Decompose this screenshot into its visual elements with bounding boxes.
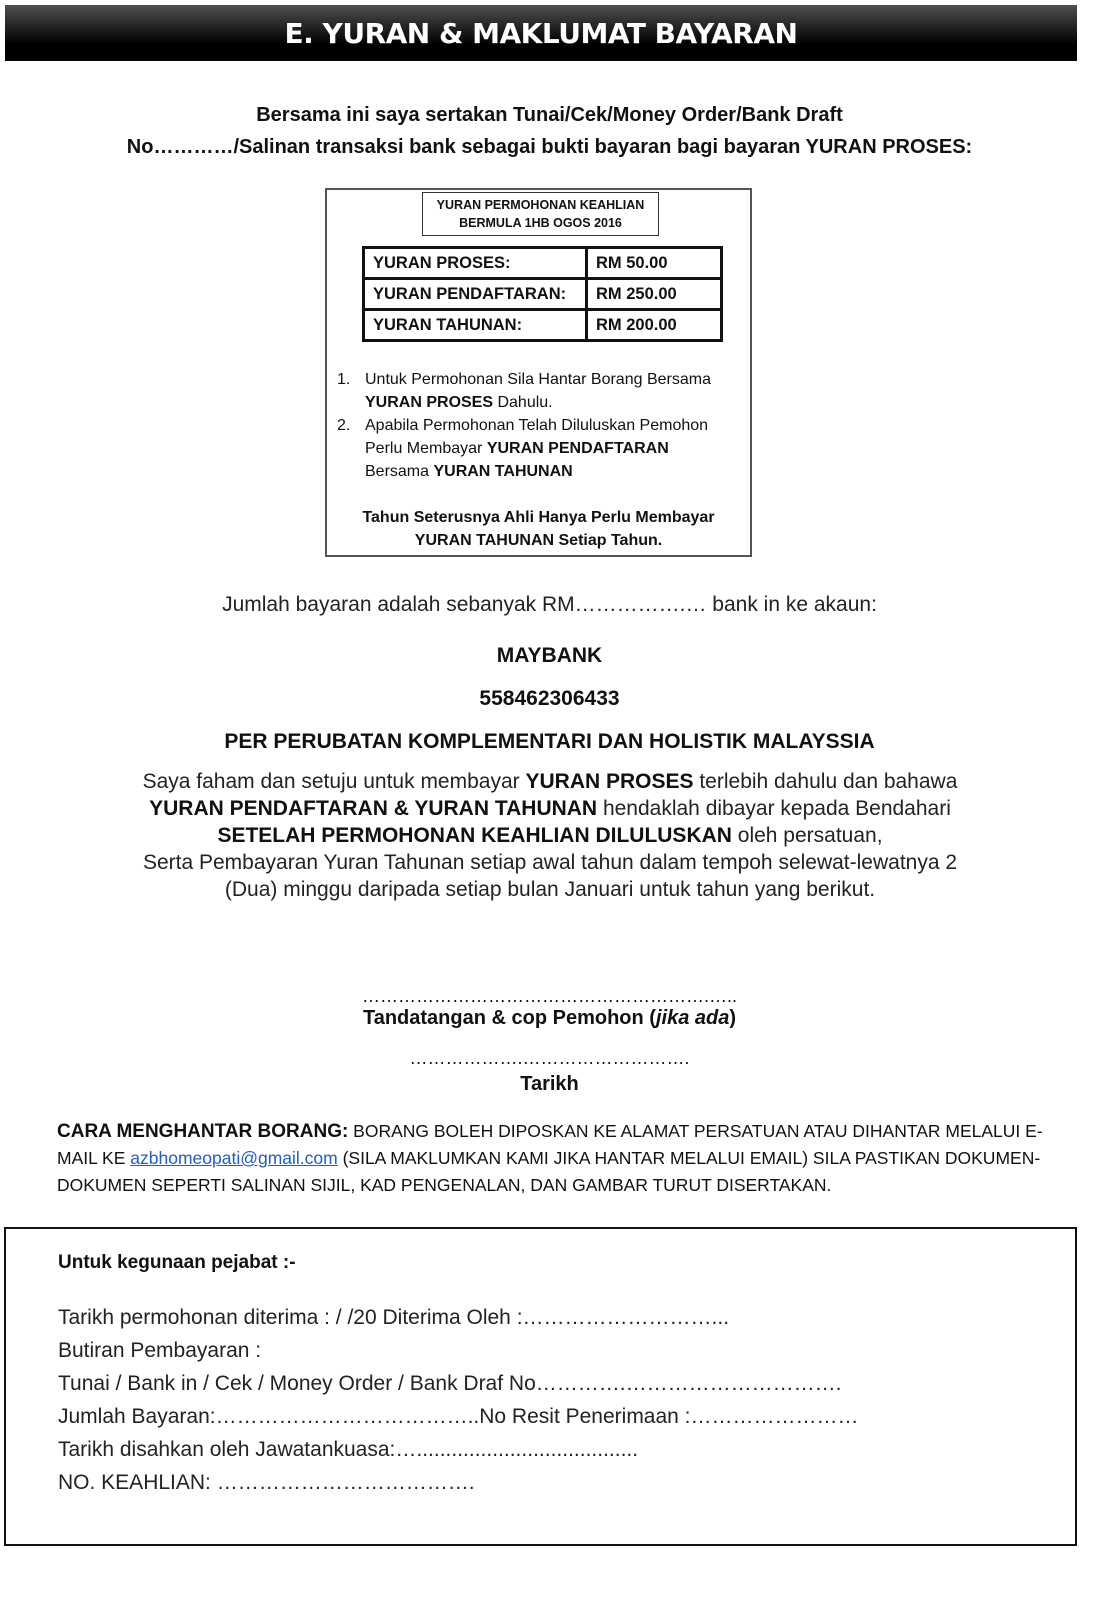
fee-note-bold: YURAN TAHUNAN bbox=[433, 463, 573, 480]
fee-note-item bbox=[337, 414, 737, 483]
payment-amount-line: Jumlah bayaran adalah sebanyak RM…………….… bank in ke akaun: bbox=[222, 593, 877, 616]
fee-note-bold: YURAN PENDAFTARAN bbox=[486, 440, 669, 457]
office-field-line: Tarikh disahkan oleh Jawatankuasa:…...................................... bbox=[58, 1438, 639, 1461]
intro-line-2: No…………/Salinan transaksi bank sebagai bukti bayaran bagi bayaran YURAN PROSES: bbox=[126, 136, 973, 158]
fee-row bbox=[364, 279, 722, 310]
date-label: Tarikh bbox=[520, 1073, 579, 1095]
fee-info-box bbox=[325, 188, 752, 557]
statement-text: (Dua) minggu daripada setiap bulan Januari untuk tahun yang berikut. bbox=[224, 878, 876, 901]
fee-note-bold: YURAN PROSES bbox=[365, 394, 494, 411]
fee-box-footer-line-2: YURAN TAHUNAN Setiap Tahun. bbox=[414, 532, 663, 549]
instructions-text: BORANG BOLEH DIPOSKAN KE ALAMAT PERSATUAN ATAU DIHANTAR MELALUI E-MAIL KE bbox=[57, 1121, 1043, 1168]
intro-line-1: Bersama ini saya sertakan Tunai/Cek/Money Order/Bank Draft bbox=[256, 104, 843, 126]
signature-dotted-line: ………………………………………………….….. bbox=[361, 986, 737, 1006]
statement-text: oleh persatuan, bbox=[731, 824, 883, 847]
fee-note-text: Untuk Permohonan Sila Hantar Borang Bersama bbox=[365, 371, 711, 388]
fee-label: YURAN PROSES: bbox=[364, 248, 587, 279]
fee-note-text: Dahulu. bbox=[493, 394, 553, 411]
email-link[interactable]: azbhomeopati@gmail.com bbox=[130, 1148, 338, 1168]
office-field-line: NO. KEAHLIAN: ………………………………. bbox=[58, 1471, 475, 1494]
statement-bold: SETELAH PERMOHONAN KEAHLIAN DILULUSKAN bbox=[217, 824, 732, 847]
office-use-title: Untuk kegunaan pejabat :- bbox=[58, 1252, 296, 1273]
statement-text: terlebih dahulu dan bahawa bbox=[693, 770, 958, 793]
statement-text: Saya faham dan setuju untuk membayar bbox=[142, 770, 526, 793]
fee-note-number: 2. bbox=[337, 417, 351, 434]
instructions-lead: CARA MENGHANTAR BORANG: bbox=[57, 1121, 349, 1142]
fee-table bbox=[362, 246, 723, 342]
fee-box-footer bbox=[327, 506, 750, 552]
statement-text: Serta Pembayaran Yuran Tahunan setiap awal tahun dalam tempoh selewat-lewatnya 2 bbox=[142, 851, 958, 874]
date-dotted-line: ……………….………………………. bbox=[409, 1048, 690, 1068]
account-name: PER PERUBATAN KOMPLEMENTARI DAN HOLISTIK MALAYSSIA bbox=[224, 730, 875, 753]
fee-box-title-line-2: BERMULA 1HB OGOS 2016 bbox=[459, 216, 622, 230]
signature-label: Tandatangan & cop Pemohon (jika ada) bbox=[362, 1007, 737, 1029]
fee-box-title bbox=[422, 192, 659, 236]
section-title: E. YURAN & MAKLUMAT BAYARAN bbox=[284, 16, 798, 50]
fee-amount: RM 200.00 bbox=[587, 310, 722, 341]
account-number: 558462306433 bbox=[479, 687, 620, 710]
fee-box-title-line-1: YURAN PERMOHONAN KEAHLIAN bbox=[436, 198, 645, 212]
office-field-line: Butiran Pembayaran : bbox=[58, 1339, 262, 1362]
office-field-line: Jumlah Bayaran:………………………………..No Resit Penerimaan :…………………… bbox=[58, 1405, 859, 1428]
fee-note-text: Bersama bbox=[365, 463, 434, 480]
fee-row bbox=[364, 248, 722, 279]
fee-amount: RM 50.00 bbox=[587, 248, 722, 279]
office-use-box bbox=[4, 1227, 1077, 1546]
office-use-fields bbox=[58, 1301, 859, 1499]
statement-bold: YURAN PENDAFTARAN & YURAN TAHUNAN bbox=[149, 797, 598, 820]
instructions-text: (SILA MAKLUMKAN KAMI JIKA HANTAR MELALUI EMAIL) SILA PASTIKAN DOKUMEN-DOKUMEN SEPERTI SALINAN SIJIL, KAD PENGENALAN, DAN GAMBAR TURUT DISERTAKAN. bbox=[57, 1148, 1041, 1195]
office-field-line: Tunai / Bank in / Cek / Money Order / Bank Draf No………….…………………………. bbox=[58, 1372, 842, 1395]
section-header bbox=[5, 5, 1077, 61]
fee-label: YURAN TAHUNAN: bbox=[364, 310, 587, 341]
fee-amount: RM 250.00 bbox=[587, 279, 722, 310]
office-field-line: Tarikh permohonan diterima : / /20 Diterima Oleh :………………………... bbox=[58, 1306, 730, 1329]
fee-notes bbox=[337, 368, 737, 483]
fee-note-item bbox=[337, 368, 737, 414]
fee-label: YURAN PENDAFTARAN: bbox=[364, 279, 587, 310]
statement-text: hendaklah dibayar kepada Bendahari bbox=[597, 797, 951, 820]
fee-row bbox=[364, 310, 722, 341]
agreement-statement bbox=[30, 768, 1070, 903]
fee-note-text: Apabila Permohonan Telah Diluluskan Pemohon Perlu Membayar bbox=[365, 417, 709, 457]
submission-instructions bbox=[57, 1118, 1047, 1199]
fee-box-footer-line-1: Tahun Seterusnya Ahli Hanya Perlu Membayar bbox=[362, 509, 715, 526]
bank-name: MAYBANK bbox=[496, 644, 603, 667]
fee-note-number: 1. bbox=[337, 371, 351, 388]
statement-bold: YURAN PROSES bbox=[525, 770, 694, 793]
